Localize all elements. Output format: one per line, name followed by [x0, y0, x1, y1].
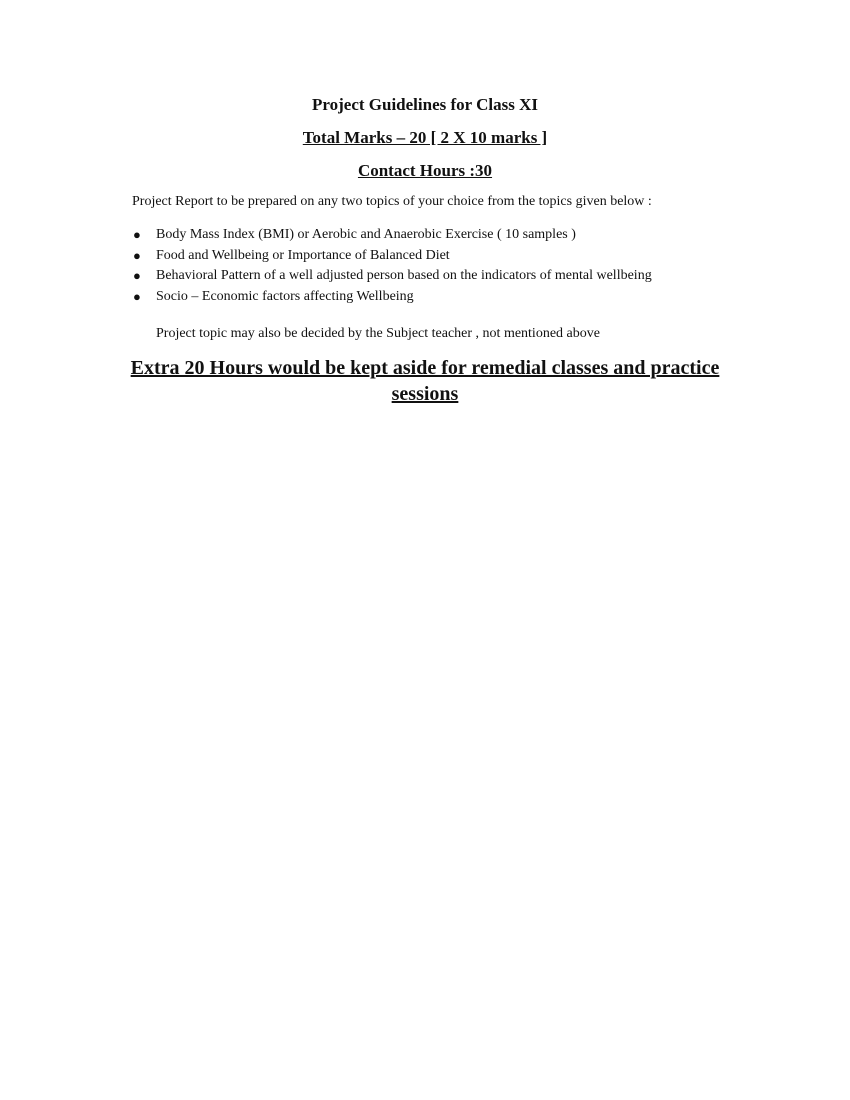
topics-list [132, 225, 652, 307]
document-title: Project Guidelines for Class XI [311, 95, 539, 114]
bullet-icon: ● [133, 227, 141, 242]
list-item [132, 266, 652, 287]
teacher-note: Project topic may also be decided by the Subject teacher , not mentioned above [156, 326, 600, 341]
total-marks-heading: Total Marks – 20 [ 2 X 10 marks ] [302, 128, 548, 147]
list-item [132, 246, 652, 267]
bullet-icon: ● [133, 268, 141, 283]
list-item [132, 225, 652, 246]
topic-text: Food and Wellbeing or Importance of Balanced Diet [156, 247, 450, 263]
topic-text: Body Mass Index (BMI) or Aerobic and Anaerobic Exercise ( 10 samples ) [156, 227, 576, 242]
list-item [132, 287, 652, 308]
contact-hours-heading: Contact Hours :30 [357, 161, 493, 180]
topic-text: Socio – Economic factors affecting Wellbeing [156, 288, 414, 304]
bullet-icon: ● [133, 288, 141, 304]
bullet-icon: ● [133, 247, 141, 263]
intro-paragraph: Project Report to be prepared on any two topics of your choice from the topics given below : [132, 194, 652, 209]
extra-hours-notice: Extra 20 Hours would be kept aside for remedial classes and practice sessions [130, 357, 720, 405]
topic-text: Behavioral Pattern of a well adjusted person based on the indicators of mental wellbeing [156, 268, 652, 283]
